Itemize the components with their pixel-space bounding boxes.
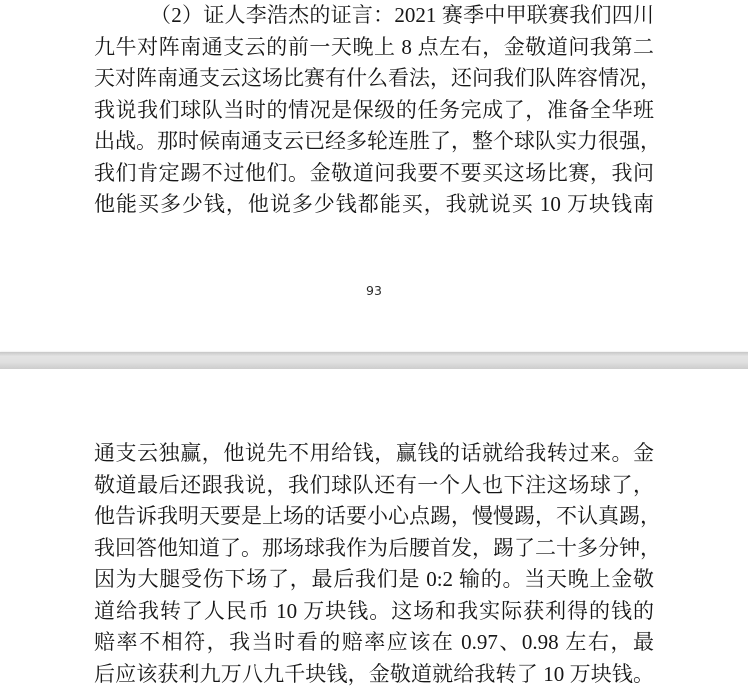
text-line: 赔率不相符，我当时看的赔率应该在 0.97、0.98 左右，最 bbox=[94, 630, 654, 654]
text-line: 后应该获利九万八九千块钱，金敬道就给我转了 10 万块钱。 bbox=[94, 661, 654, 686]
text-line: 因为大腿受伤下场了，最后我们是 0:2 输的。当天晚上金敬 bbox=[94, 567, 654, 591]
text-line: 我说我们球队当时的情况是保级的任务完成了，准备全华班 bbox=[94, 97, 654, 122]
page-gap-separator bbox=[0, 352, 748, 369]
text-line: 道给我转了人民币 10 万块钱。这场和我实际获利得的钱的 bbox=[94, 598, 654, 623]
testimony-paragraph-page-94 bbox=[94, 438, 661, 687]
text-line: 他告诉我明天要是上场的话要小心点踢，慢慢踢，不认真踢， bbox=[94, 504, 661, 528]
text-line: 出战。那时候南通支云已经多轮连胜了，整个球队实力很强， bbox=[94, 129, 661, 153]
text-line: 九牛对阵南通支云的前一天晚上 8 点左右，金敬道问我第二 bbox=[94, 34, 654, 59]
text-line: （2）证人李浩杰的证言：2021 赛季中甲联赛我们四川 bbox=[150, 3, 654, 27]
page-number: 93 bbox=[366, 283, 382, 298]
text-line: 他能买多少钱，他说多少钱都能买，我就说买 10 万块钱南 bbox=[94, 192, 654, 216]
text-line: 通支云独赢，他说先不用给钱，赢钱的话就给我转过来。金 bbox=[94, 441, 654, 465]
text-line: 敬道最后还跟我说，我们球队还有一个人也下注这场球了， bbox=[94, 472, 654, 497]
pdf-page-94 bbox=[0, 369, 748, 687]
text-line: 我回答他知道了。那场球我作为后腰首发，踢了二十多分钟， bbox=[94, 535, 661, 560]
text-line: 我们肯定踢不过他们。金敬道问我要不要买这场比赛，我问 bbox=[94, 160, 654, 185]
text-line: 天对阵南通支云这场比赛有什么看法，还问我们队阵容情况， bbox=[94, 66, 661, 90]
testimony-paragraph-page-93 bbox=[94, 0, 661, 221]
